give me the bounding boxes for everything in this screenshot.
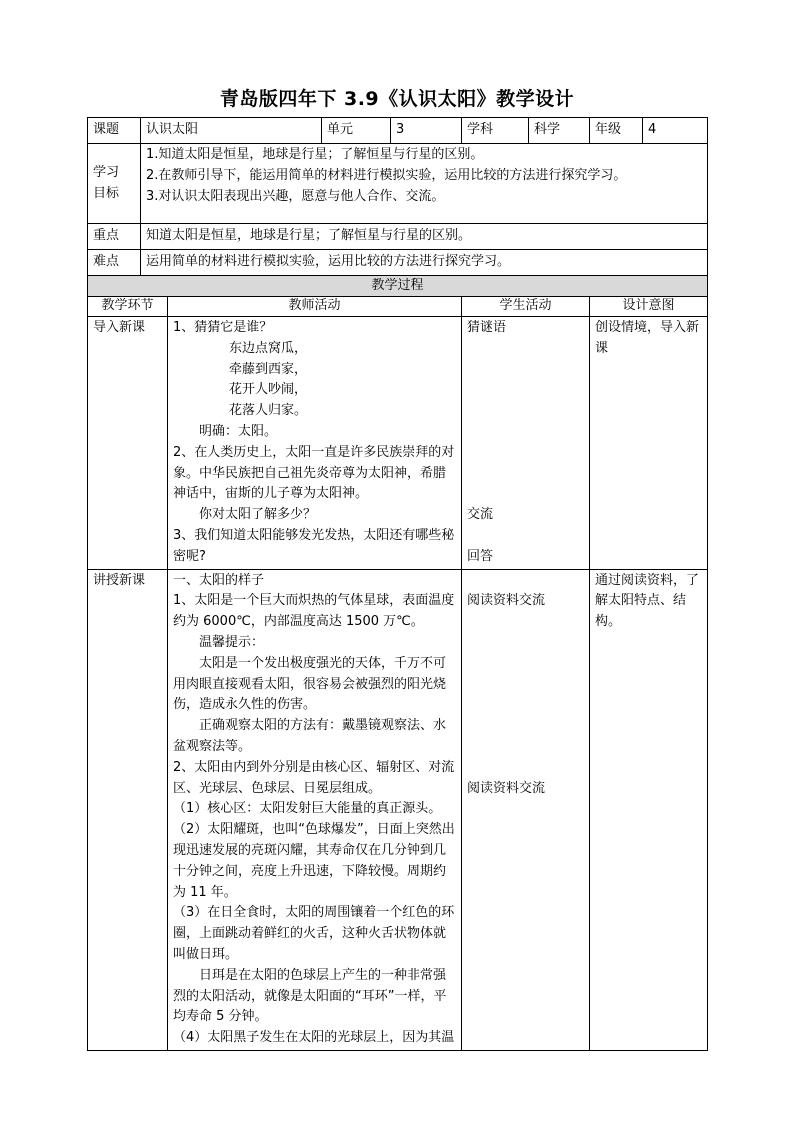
grade-label: 年级 (590, 118, 643, 144)
column-header-intent: 设计意图 (590, 297, 708, 317)
intro-row (88, 317, 708, 570)
column-header-row (88, 297, 708, 317)
topic-value: 认识太阳 (141, 118, 322, 144)
goal-item: 1.知道太阳是恒星，地球是行星；了解恒星与行星的区别。 (146, 147, 484, 162)
difficulty-label: 难点 (88, 250, 141, 276)
key-point-text: 知道太阳是恒星，地球是行星；了解恒星与行星的区别。 (141, 224, 708, 250)
goals-row (88, 144, 708, 224)
difficulty-row (88, 250, 708, 276)
key-point-label: 重点 (88, 224, 141, 250)
intro-intent: 创设情境，导入新课 (590, 317, 708, 570)
unit-label: 单元 (322, 118, 391, 144)
goal-item: 3.对认识太阳表现出兴趣，愿意与他人合作、交流。 (146, 188, 445, 204)
lecture-stage: 讲授新课 (88, 569, 168, 1050)
riddle-line: 牵藤到西家， (229, 361, 308, 377)
column-header-student: 学生活动 (462, 297, 590, 317)
riddle-line: 花开人吵闹， (229, 382, 308, 398)
process-header-row (88, 276, 708, 297)
goals-content (141, 144, 708, 224)
document-title: 青岛版四年下 3.9《认识太阳》教学设计 (219, 88, 575, 110)
intro-stage: 导入新课 (88, 317, 168, 570)
subject-value: 科学 (529, 118, 590, 144)
process-header: 教学过程 (88, 276, 708, 297)
column-header-teacher: 教师活动 (168, 297, 462, 317)
riddle-line: 东边点窝瓜， (229, 340, 308, 356)
lesson-plan-table (87, 117, 708, 1051)
subject-label: 学科 (462, 118, 529, 144)
intro-teacher-activity: 1、猜猜它是谁？ 东边点窝瓜， 牵藤到西家， 花开人吵闹， 花落人归家。 明确：太阳。 2、在人类历史上，太阳一直是许多民族崇拜的对象。中华民族把自己祖先炎帝尊为太阳神，希腊神话中，宙斯的儿子尊为太阳神。 你对太阳了解多少？ 3、我们知道太阳能够发光发热，太阳还有哪些秘密呢? (168, 317, 462, 570)
key-point-row (88, 224, 708, 250)
lecture-intent: 通过阅读资料，了解太阳特点、结构。 (590, 569, 708, 1050)
column-header-stage: 教学环节 (88, 297, 168, 317)
grade-value: 4 (643, 118, 708, 144)
info-row (88, 118, 708, 144)
lecture-student-activity: 阅读资料交流 阅读资料交流 (462, 569, 590, 1050)
intro-student-activity: 猜谜语 交流 回答 (462, 317, 590, 570)
goal-item: 2.在教师引导下，能运用简单的材料进行模拟实验，运用比较的方法进行探究学习。 (146, 167, 627, 183)
topic-label: 课题 (88, 118, 141, 144)
lecture-row (88, 569, 708, 1050)
riddle-line: 花落人归家。 (229, 403, 308, 419)
goals-label: 学习 目标 (88, 144, 141, 224)
lecture-teacher-activity: 一、太阳的样子 1、太阳是一个巨大而炽热的气体星球，表面温度约为 6000℃，内部温度高达 1500 万℃。 温馨提示： 太阳是一个发出极度强光的天体，千万不可用肉眼直接观看太阳，很容易会被强烈的阳光烧伤，造成永久性的伤害。 正确观察太阳的方法有：戴墨镜观察法、水盆观察法等。 2、太阳由内到外分别是由核心区、辐射区、对流区、光球层、色球层、日冕层组成。 （1）核心区：太阳发射巨大能量的真正源头。 （2）太阳耀斑，也叫“色球爆发”，日面上突然出现迅速发展的亮斑闪耀，其寿命仅在几分钟到几十分钟之间，亮度上升迅速，下降较慢。周期约为 11 年。 （3）在日全食时，太阳的周围镶着一个红色的环圈，上面跳动着鲜红的火舌，这种火舌状物体就叫做日珥。 日珥是在太阳的色球层上产生的一种非常强烈的太阳活动，就像是太阳面的“耳环”一样，平均寿命 5 分钟。 （4）太阳黑子发生在太阳的光球层上，因为其温 (168, 569, 462, 1050)
unit-value: 3 (391, 118, 462, 144)
difficulty-text: 运用简单的材料进行模拟实验，运用比较的方法进行探究学习。 (141, 250, 708, 276)
